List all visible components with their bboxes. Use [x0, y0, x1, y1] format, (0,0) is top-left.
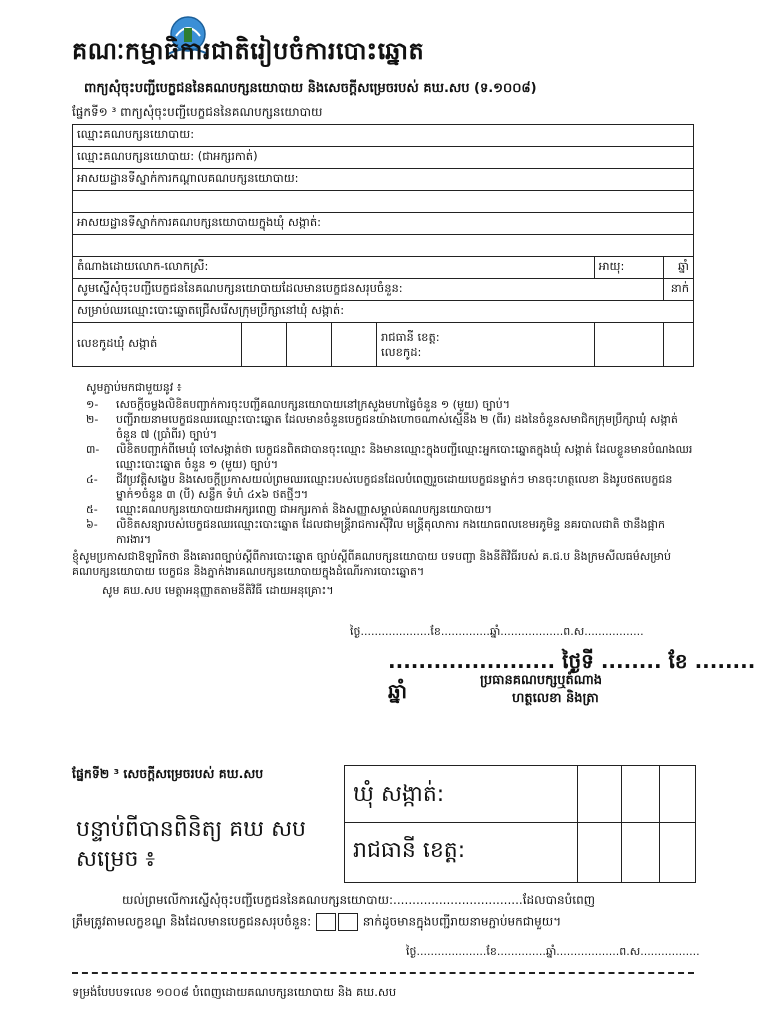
footer-text: ទម្រង់បែបបទលេខ ១០០៨ បំពេញដោយគណបក្សនយោបាយ និង គឃ.សប [72, 985, 397, 999]
count-box-1[interactable] [316, 913, 336, 931]
note-item [86, 517, 696, 547]
divider [621, 766, 622, 822]
note-text: ឈ្មោះគណបក្សនយោបាយជាអក្សរពេញ ជាអក្សរកាត់ និងសញ្ញាសម្គាល់គណបក្សនយោបាយ។ [116, 503, 492, 516]
note-item [86, 397, 696, 412]
part2-location-box [344, 765, 696, 883]
note-item [86, 442, 696, 472]
page-subtitle: ពាក្យសុំចុះបញ្ជីបេក្ខជននៃគណបក្សនយោបាយ និងសេចក្ដីសម្រេចរបស់ គឃ.សប (ទ.១០០៨) [84, 81, 537, 96]
part2-commune-label[interactable]: ឃុំ សង្កាត់: [353, 782, 445, 807]
party-name-field[interactable]: ឈ្មោះគណបក្សនយោបាយ: [73, 125, 694, 147]
commune-code-label: លេខកូដឃុំ សង្កាត់ [73, 323, 242, 367]
hq-address-field[interactable]: អាសយដ្ឋានទីស្នាក់ការកណ្ដាលគណបក្សនយោបាយ: [73, 169, 694, 191]
note-num: ៤- [86, 473, 98, 486]
code-box-1[interactable] [242, 323, 287, 367]
date-line-3[interactable]: ថ្ងៃ....................ខែ..............ឆ្នាំ..................ព.ស................. [406, 945, 700, 958]
part2-province-label[interactable]: រាជធានី ខេត្ត: [353, 838, 466, 863]
divider [577, 766, 578, 822]
note-text: ជីវប្រវត្តិសង្ខេប និងសេចក្ដីប្រកាសយល់ព្រមឈរឈ្មោះរបស់បេក្ខជនដែលបំពេញរួចដោយបេក្ខជនម្នាក់ៗ មានចុះហត្ថលេខា និងរូបថតបេក្ខជនម្នាក់១ចំនួន ៣ (បី) សន្លឹក ទំហំ ៤x៦ ថតថ្មីៗ។ [116, 473, 673, 501]
province-code-cell[interactable] [377, 323, 595, 367]
divider [621, 822, 622, 882]
application-form-table [72, 124, 694, 367]
note-text: បញ្ជីរាយនាមបេក្ខជនឈរឈ្មោះបោះឆ្នោត ដែលមានចំនួនបេក្ខជនយ៉ាងហោចណាស់ស្មើនឹង ២ (ពីរ) ដងនៃចំនួនសមាជិកក្រុមប្រឹក្សាឃុំ សង្កាត់ ចំនួន ៧ (ប្រាំពីរ) ច្បាប់។ [116, 413, 678, 441]
commune-address-blank[interactable] [73, 235, 694, 257]
note-item [86, 502, 696, 517]
code-box-2[interactable] [287, 323, 332, 367]
person-unit: នាក់ [663, 279, 693, 301]
part1-label: ផ្នែកទី១ ³ ពាក្យសុំចុះបញ្ជីបេក្ខជននៃគណបក្សនយោបាយ [72, 105, 323, 119]
note-text: សេចក្ដីចម្លងលិខិតបញ្ជាក់ការចុះបញ្ជីគណបក្សនយោបាយនៅក្រសួងមហាផ្ទៃចំនួន ១ (មួយ) ច្បាប់។ [116, 398, 511, 411]
age-label[interactable]: អាយុ: [594, 257, 663, 279]
cut-line [72, 972, 694, 974]
request-field[interactable]: សូមស្នើសុំចុះបញ្ជីបេក្ខជននៃគណបក្សនយោបាយដែលមានបេក្ខជនសរុបចំនួន: [73, 279, 664, 301]
note-text: លិខិតបញ្ជាក់ពីមេឃុំ ចៅសង្កាត់ថា បេក្ខជនពិតជាបានចុះឈ្មោះ និងមានឈ្មោះក្នុងបញ្ជីឈ្មោះអ្នកបោះឆ្នោតក្នុងឃុំ សង្កាត់ ដែលខ្លួនមានបំណងឈរឈ្មោះបោះឆ្នោត ចំនួន ១ (មួយ) ច្បាប់។ [116, 443, 693, 471]
agree-line-1[interactable]: យល់ព្រមលើការស្នើសុំចុះបញ្ជីបេក្ខជននៃគណបក្សនយោបាយ:..................................ដែលបានបំពេញ [122, 893, 596, 907]
note-num: ២- [86, 413, 99, 426]
date-line-2[interactable]: ...................... ថ្ងៃទី ........ ខែ ........ ឆ្នាំ [388, 649, 756, 703]
divider [577, 822, 578, 882]
request-line: សូម គឃ.សប មេត្តាអនុញ្ញាតតាមនីតិវិធី ដោយអនុគ្រោះ។ [102, 584, 334, 597]
signature-subtitle: ហត្ថលេខា និងត្រា [512, 691, 599, 706]
note-num: ៣- [86, 443, 100, 456]
code-box-3[interactable] [332, 323, 377, 367]
party-name-latin-field[interactable]: ឈ្មោះគណបក្សនយោបាយ: (ជាអក្សរកាត់) [73, 147, 694, 169]
notes-heading: សូមភ្ជាប់មកជាមួយនូវ ៖ [86, 381, 182, 394]
note-num: ៦- [86, 518, 98, 531]
province-label: រាជធានី ខេត្ត: [381, 329, 440, 344]
divider [345, 822, 695, 823]
declaration-text: ខ្ញុំសូមប្រកាសជាឱឡារិកថា នឹងគោរពច្បាប់ស្ដីពីការបោះឆ្នោត ច្បាប់ស្ដីពីគណបក្សនយោបាយ បទបញ្ជា និងនីតិវិធីរបស់ គ.ជ.ប និងក្រមសីលធម៌សម្រាប់គណបក្សនយោបាយ បេក្ខជន និងភ្នាក់ងារគណបក្សនយោបាយក្នុងដំណើរការបោះឆ្នោត។ [72, 550, 671, 578]
commune-address-field[interactable]: អាសយដ្ឋានទីស្នាក់ការគណបក្សនយោបាយក្នុងឃុំ សង្កាត់: [73, 213, 694, 235]
page-title: គណៈកម្មាធិការជាតិរៀបចំការបោះឆ្នោត [72, 37, 425, 65]
for-election-field[interactable]: សម្រាប់ឈរឈ្មោះបោះឆ្នោតជ្រើសរើសក្រុមប្រឹក្សានៅឃុំ សង្កាត់: [73, 301, 694, 323]
code-box-4[interactable] [594, 323, 663, 367]
hq-address-blank[interactable] [73, 191, 694, 213]
part2-decision: បន្ទាប់ពីបានពិនិត្យ គឃ សប សម្រេច ៖ [76, 817, 307, 872]
divider [659, 822, 660, 882]
agree-line-2 [72, 913, 561, 932]
code-label: លេខកូដ: [381, 344, 422, 359]
note-item [86, 472, 696, 502]
note-text: លិខិតសន្យារបស់បេក្ខជនឈរឈ្មោះបោះឆ្នោត ដែលជាមន្ត្រីរាជការស៊ីវិល មន្ត្រីតុលាការ កងយោធពលខេមរភូមិន្ទ នគរបាលជាតិ ថានឹងផ្អាកការងារ។ [116, 518, 665, 546]
signature-title: ប្រធានគណបក្សឬតំណាង [480, 673, 603, 688]
note-item [86, 412, 696, 442]
agree-line-2b: នាក់ដូចមានក្នុងបញ្ជីរាយនាមភ្ជាប់មកជាមួយ។ [362, 914, 562, 929]
divider [659, 766, 660, 822]
part2-label: ផ្នែកទី២ ³ សេចក្ដីសម្រេចរបស់ គឃ.សប [72, 766, 264, 781]
count-box-2[interactable] [338, 913, 358, 931]
representative-field[interactable]: តំណាងដោយលោក-លោកស្រី: [73, 257, 595, 279]
note-num: ១- [86, 398, 99, 411]
agree-line-2a: ត្រឹមត្រូវតាមលក្ខខណ្ឌ និងដែលមានបេក្ខជនសរុបចំនួន: [72, 914, 312, 929]
code-box-5[interactable] [663, 323, 693, 367]
year-unit: ឆ្នាំ [663, 257, 693, 279]
attachments-notes [72, 380, 696, 598]
note-num: ៥- [86, 503, 98, 516]
date-line-1[interactable]: ថ្ងៃ....................ខែ..............ឆ្នាំ..................ព.ស................. [350, 625, 644, 638]
